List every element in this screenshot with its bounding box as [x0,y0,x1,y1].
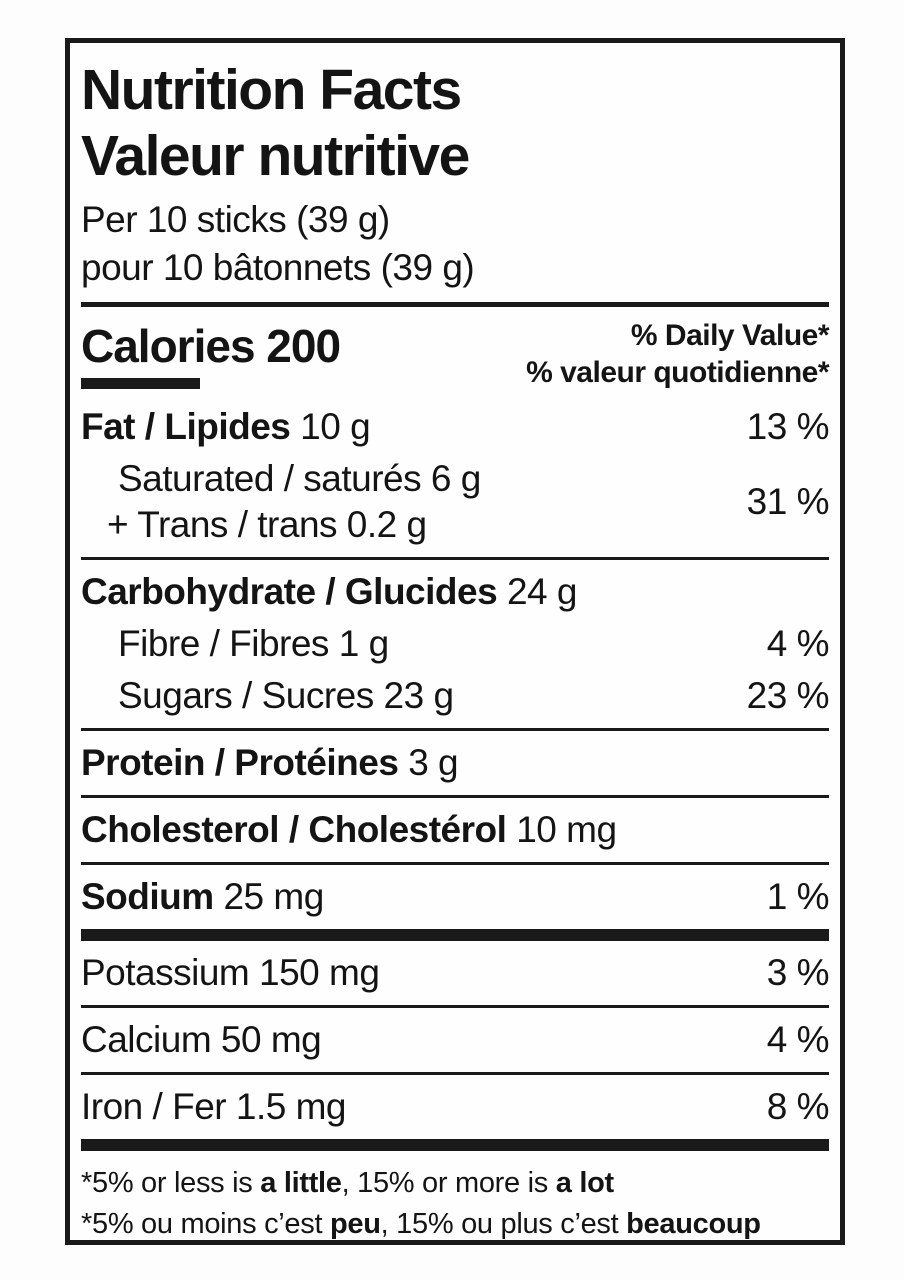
nutrient-row-fibre [81,621,829,667]
nutrient-row-iron [81,1084,829,1130]
sugars-label: Sugars / Sucres 23 g [118,675,454,716]
nutrition-facts-label [65,38,845,1245]
potassium-daily-value: 3 % [766,952,829,993]
saturated-trans-labels [81,456,481,548]
potassium-label: Potassium 150 mg [81,952,380,993]
daily-value-header-english: % Daily Value* [630,319,829,352]
nutrient-row-carbohydrate [81,569,829,615]
nutrient-row-sodium [81,874,829,920]
cholesterol-label: Cholesterol / Cholestérol 10 mg [81,809,617,850]
nutrient-row-potassium [81,950,829,996]
daily-value-header [526,317,829,391]
divider-medium-top [81,302,829,307]
fibre-label: Fibre / Fibres 1 g [118,623,389,664]
protein-label: Protein / Protéines 3 g [81,742,459,783]
calcium-daily-value: 4 % [766,1019,829,1060]
title-english: Nutrition Facts [81,58,461,122]
calories-left [81,317,340,389]
title-french: Valeur nutritive [81,124,469,188]
divider-thick-bottom [81,1139,829,1151]
iron-label: Iron / Fer 1.5 mg [81,1086,346,1127]
divider-thin [81,1005,829,1008]
saturated-label: Saturated / saturés 6 g [118,458,481,499]
divider-thin [81,557,829,560]
trans-label: + Trans / trans 0.2 g [107,504,427,545]
calories-value: Calories 200 [81,320,341,372]
divider-thin [81,795,829,798]
divider-thin [81,862,829,865]
daily-value-header-french: % valeur quotidienne* [526,356,829,389]
nutrient-row-cholesterol [81,807,829,853]
calories-section [81,317,829,391]
sodium-daily-value: 1 % [766,876,829,917]
calories-underline-bar [81,378,200,389]
sodium-label: Sodium 25 mg [81,876,324,917]
footnote-english: *5% or less is a little, 15% or more is a lot [81,1167,614,1199]
nutrient-row-calcium [81,1017,829,1063]
serving-size-english: Per 10 sticks (39 g) [81,199,390,240]
serving-size-french: pour 10 bâtonnets (39 g) [81,247,475,288]
divider-thick [81,929,829,941]
saturated-trans-daily-value: 31 % [746,481,829,522]
calcium-label: Calcium 50 mg [81,1019,322,1060]
footnote-section [81,1163,829,1245]
divider-thin [81,1072,829,1075]
fat-daily-value: 13 % [746,406,829,447]
iron-daily-value: 8 % [766,1086,829,1127]
divider-thin [81,728,829,731]
fat-label: Fat / Lipides 10 g [81,406,371,447]
fibre-daily-value: 4 % [766,623,829,664]
nutrient-row-protein [81,740,829,786]
nutrient-row-sugars [81,673,829,719]
nutrient-row-fat [81,404,829,450]
nutrient-row-saturated-trans [81,456,829,548]
footnote-french: *5% ou moins c’est peu, 15% ou plus c’est beaucoup [81,1208,761,1240]
sugars-daily-value: 23 % [746,675,829,716]
carbohydrate-label: Carbohydrate / Glucides 24 g [81,571,577,612]
